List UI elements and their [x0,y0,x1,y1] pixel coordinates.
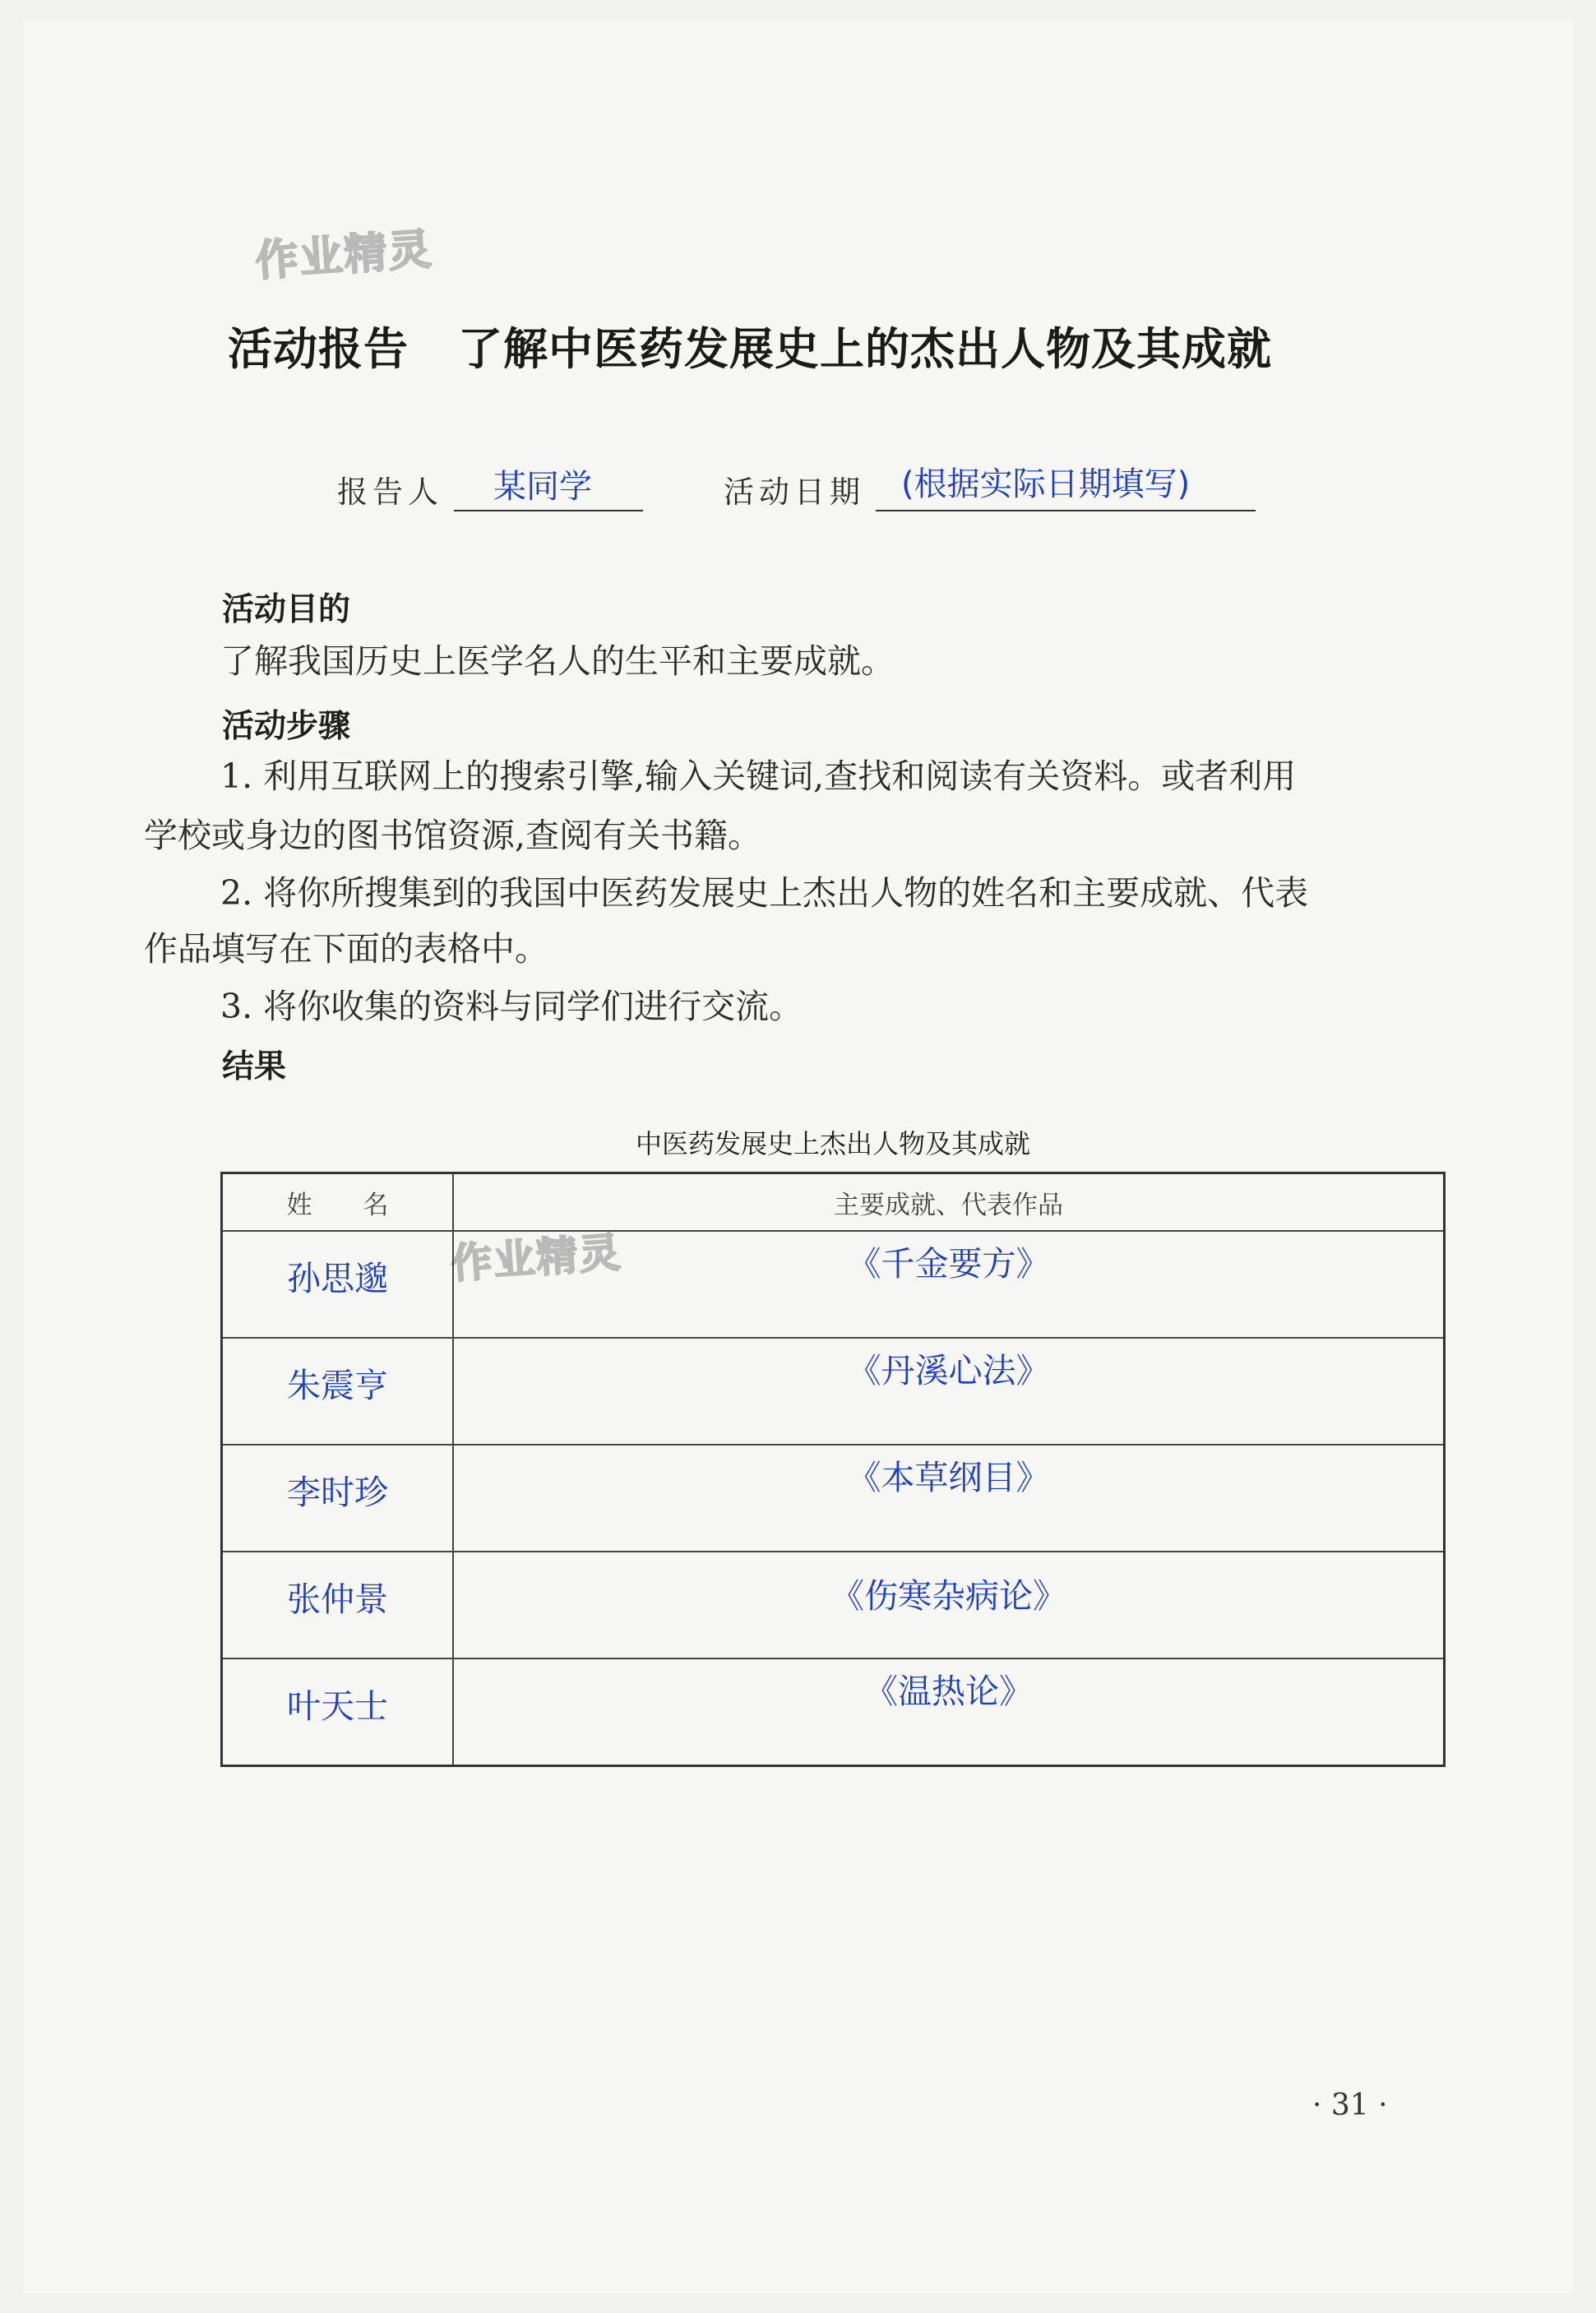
step1-line2: 学校或身边的图书馆资源,查阅有关书籍。 [144,816,762,855]
watermark: 作业精灵 [449,1228,624,1288]
work-cell: 《温热论》 [453,1658,1445,1766]
reporter-label: 报告人 [337,474,443,510]
name-cell: 李时珍 [222,1445,454,1552]
purpose-text: 了解我国历史上医学名人的生平和主要成就。 [220,641,895,681]
work-cell: 《丹溪心法》 [453,1338,1445,1445]
work-cell: 《本草纲目》 [453,1445,1445,1552]
table-caption: 中医药发展史上杰出人物及其成就 [635,1128,1030,1159]
step1-line1: 1. 利用互联网上的搜索引擎,输入关键词,查找和阅读有关资料。或者利用 [220,756,1297,796]
header-name: 姓 名 [222,1173,454,1232]
reporter-value: 某同学 [493,468,592,506]
purpose-heading: 活动目的 [222,591,351,628]
date-value: (根据实际日期填写) [901,465,1191,503]
watermark: 作业精灵 [253,224,435,287]
table-header-row [222,1173,1445,1232]
date-label: 活动日期 [724,474,865,510]
name-cell: 孙思邈 [222,1231,454,1338]
page-number: · 31 · [1312,2089,1388,2122]
work-cell: 《千金要方》 [453,1231,1445,1338]
step2-line1: 2. 将你所搜集到的我国中医药发展史上杰出人物的姓名和主要成就、代表 [220,873,1309,913]
result-heading: 结果 [222,1048,287,1085]
step3-text: 3. 将你收集的资料与同学们进行交流。 [220,987,803,1026]
achievements-table [220,1172,1446,1767]
work-cell: 《伤寒杂病论》 [453,1552,1445,1658]
page-title [228,314,1461,377]
table-row [222,1338,1445,1445]
name-cell: 朱震亨 [222,1338,454,1445]
title-main: 了解中医药发展史上的杰出人物及其成就 [458,323,1272,375]
table-row [222,1445,1445,1552]
title-prefix: 活动报告 [228,323,409,375]
table-row [222,1231,1445,1338]
step2-line2: 作品填写在下面的表格中。 [144,929,548,969]
table-row [222,1658,1445,1766]
name-cell: 张仲景 [222,1552,454,1658]
header-work: 主要成就、代表作品 [453,1173,1445,1232]
steps-heading: 活动步骤 [222,708,351,745]
name-cell: 叶天士 [222,1658,454,1766]
table-row [222,1552,1445,1658]
